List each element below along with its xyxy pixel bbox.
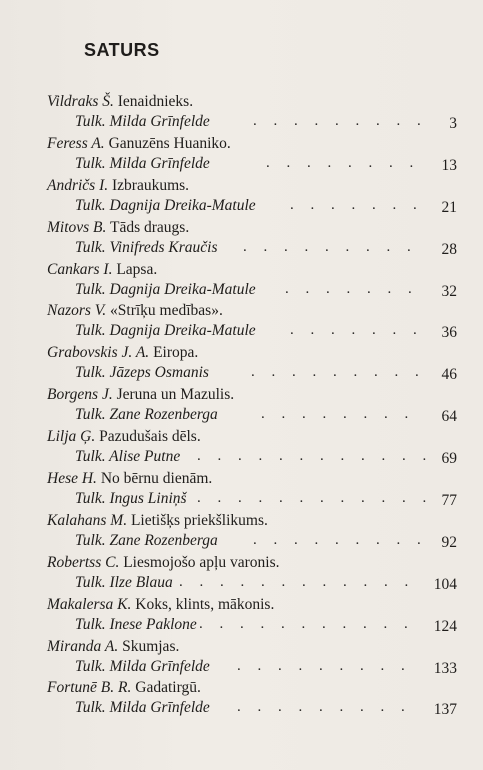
translator-name: Tulk. Alise Putne xyxy=(75,448,181,466)
page-number: 13 xyxy=(441,156,457,174)
dot-leader: . . . . . . . . . xyxy=(237,657,412,674)
dot-leader: . . . . . . . . . xyxy=(237,699,412,716)
page-number: 32 xyxy=(441,282,457,300)
work-title: Ienaidnieks. xyxy=(117,93,194,110)
page-number: 3 xyxy=(449,115,457,132)
entry-heading xyxy=(47,427,457,446)
entry-heading xyxy=(47,469,457,488)
page-number: 64 xyxy=(441,408,457,426)
entry-detail xyxy=(47,404,457,425)
page-number: 92 xyxy=(441,533,457,551)
dot-leader: . . . . . . . . . . . . xyxy=(197,448,433,465)
translator-name: Tulk. Milda Grīnfelde xyxy=(75,699,210,717)
toc-entry xyxy=(47,637,457,679)
work-title: Tāds draugs. xyxy=(110,218,190,236)
author-name: Lilja Ģ. xyxy=(47,428,96,446)
entry-heading xyxy=(47,595,457,614)
work-title: Pazudušais dēls. xyxy=(99,428,201,446)
page-title: SATURS xyxy=(84,40,160,60)
work-title: Eiropa. xyxy=(153,344,199,362)
entry-detail xyxy=(47,279,457,300)
author-name: Borgens J. xyxy=(47,386,113,404)
work-title: «Strīķu medības». xyxy=(110,302,223,320)
page-number: 36 xyxy=(441,324,457,342)
toc-entry xyxy=(47,385,457,427)
entry-heading xyxy=(47,260,457,279)
translator-name: Tulk. Dagnija Dreika-Matule xyxy=(75,280,256,298)
author-name: Fortunē B. R. xyxy=(47,679,132,697)
entry-detail xyxy=(47,195,457,216)
author-name: Nazors V. xyxy=(47,302,107,320)
translator-name: Tulk. Inese Paklone xyxy=(75,615,197,633)
entry-heading xyxy=(47,343,457,362)
author-name: Makalersa K. xyxy=(47,595,132,613)
dot-leader: . . . . . . . . . . . . xyxy=(179,573,415,590)
toc-entry xyxy=(47,553,457,595)
toc-entry xyxy=(47,260,457,302)
author-name: Miranda A. xyxy=(47,637,119,655)
work-title: Ganuzēns Huaniko. xyxy=(108,134,231,152)
entry-heading xyxy=(47,553,457,572)
work-title: No bērnu dienām. xyxy=(100,470,213,488)
page-number: 69 xyxy=(441,450,457,468)
translator-name: Tulk. Milda Grīnfelde xyxy=(75,113,210,130)
translator-name: Tulk. Zane Rozenberga xyxy=(75,531,218,549)
entry-heading xyxy=(47,176,457,195)
entry-detail xyxy=(47,614,457,635)
page-number: 28 xyxy=(441,240,457,258)
work-title: Izbraukums. xyxy=(112,176,190,194)
work-title: Koks, klints, mākonis. xyxy=(135,595,275,613)
page-number: 137 xyxy=(433,701,457,719)
dot-leader: . . . . . . . . . xyxy=(253,531,428,548)
toc-entry xyxy=(47,678,457,720)
entry-detail xyxy=(47,530,457,551)
work-title: Lietišķs priekšlikums. xyxy=(130,511,268,529)
translator-name: Tulk. Dagnija Dreika-Matule xyxy=(75,196,256,214)
dot-leader: . . . . . . . . xyxy=(266,154,420,171)
toc-entry xyxy=(47,218,457,260)
entry-heading xyxy=(47,301,457,320)
entry-detail xyxy=(47,656,457,677)
page-number: 21 xyxy=(441,198,457,216)
entry-detail xyxy=(47,697,457,718)
entry-heading xyxy=(47,637,457,656)
author-name: Kalahans M. xyxy=(47,511,128,529)
page-number: 104 xyxy=(433,575,457,593)
toc-entry xyxy=(47,469,457,511)
entry-detail xyxy=(47,111,457,132)
translator-name: Tulk. Dagnija Dreika-Matule xyxy=(75,322,256,340)
toc-entry xyxy=(47,176,457,218)
dot-leader: . . . . . . . . . xyxy=(251,364,426,381)
page-number: 46 xyxy=(441,366,457,384)
work-title: Gadatirgū. xyxy=(135,679,201,697)
toc-entry xyxy=(47,92,457,134)
dot-leader: . . . . . . . . . . . . xyxy=(197,490,433,507)
toc-entry xyxy=(47,343,457,385)
entry-heading xyxy=(47,385,457,404)
entry-detail xyxy=(47,572,457,593)
author-name: Andričs I. xyxy=(47,176,109,194)
dot-leader: . . . . . . . xyxy=(285,280,419,297)
toc-entry xyxy=(47,301,457,343)
translator-name: Tulk. Ingus Liniņš xyxy=(75,490,187,508)
dot-leader: . . . . . . . . . . . xyxy=(199,615,415,632)
toc-entry xyxy=(47,134,457,176)
page-number: 124 xyxy=(433,617,457,635)
author-name: Vildraks Š. xyxy=(47,93,114,110)
entry-detail xyxy=(47,320,457,341)
dot-leader: . . . . . . . xyxy=(290,322,424,339)
translator-name: Tulk. Zane Rozenberga xyxy=(75,406,218,424)
dot-leader: . . . . . . . . . xyxy=(243,238,418,255)
entry-detail xyxy=(47,446,457,467)
toc-entry xyxy=(47,511,457,553)
entry-heading xyxy=(47,134,457,153)
work-title: Lapsa. xyxy=(116,260,158,278)
entry-detail xyxy=(47,488,457,509)
entry-detail xyxy=(47,237,457,258)
entry-detail xyxy=(47,362,457,383)
author-name: Hese H. xyxy=(47,470,97,488)
translator-name: Tulk. Ilze Blaua xyxy=(75,573,173,591)
page-number: 77 xyxy=(441,492,457,510)
author-name: Mitovs B. xyxy=(47,218,107,236)
translator-name: Tulk. Milda Grīnfelde xyxy=(75,657,210,675)
page-number: 133 xyxy=(433,659,457,677)
entry-heading xyxy=(47,218,457,237)
translator-name: Tulk. Vinifreds Kraučis xyxy=(75,238,218,256)
author-name: Cankars I. xyxy=(47,260,113,278)
entry-heading xyxy=(47,511,457,530)
work-title: Jeruna un Mazulis. xyxy=(116,386,235,404)
table-of-contents xyxy=(47,92,457,720)
translator-name: Tulk. Milda Grīnfelde xyxy=(75,154,210,172)
toc-entry xyxy=(47,595,457,637)
work-title: Liesmojošo apļu varonis. xyxy=(123,553,280,571)
entry-heading xyxy=(47,92,457,111)
author-name: Feress A. xyxy=(47,134,105,152)
work-title: Skumjas. xyxy=(122,637,180,655)
dot-leader: . . . . . . . . . xyxy=(253,113,428,129)
entry-detail xyxy=(47,153,457,174)
author-name: Grabovskis J. A. xyxy=(47,344,150,362)
dot-leader: . . . . . . . xyxy=(290,196,424,213)
entry-heading xyxy=(47,678,457,697)
dot-leader: . . . . . . . . xyxy=(261,406,415,423)
author-name: Robertss C. xyxy=(47,553,120,571)
toc-entry xyxy=(47,427,457,469)
translator-name: Tulk. Jāzeps Osmanis xyxy=(75,364,209,382)
